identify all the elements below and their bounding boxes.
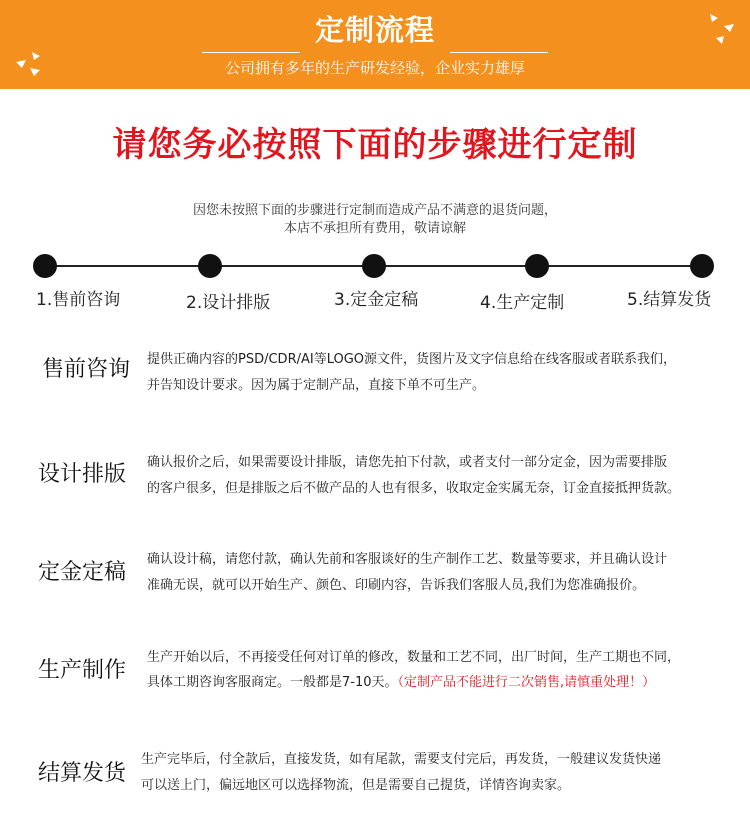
notice-line-1: 因您未按照下面的步骤进行定制而造成产品不满意的退货问题， [192,203,557,218]
step-settlement-line-2: 可以送上门，偏远地区可以选择物流，但是需要自己提货，详情咨询卖家。 [141,778,571,793]
step-deposit-line-2: 准确无误，就可以开始生产、颜色、印刷内容，告诉我们客服人员,我们为您准确报价。 [147,578,646,593]
timeline-dot-3 [362,254,386,278]
step-design-line-1: 确认报价之后，如果需要设计排版，请您先拍下付款，或者支付一部分定金，因为需要排版 [147,455,668,470]
step-design-line-2: 的客户很多，但是排版之后不做产品的人也有很多，收取定金实属无奈，订金直接抵押货款。 [147,481,681,496]
timeline-dot-2 [198,254,222,278]
step-title-production: 生产制作 [38,658,127,683]
spark-decoration-left-icon [14,48,46,78]
main-title: 请您务必按照下面的步骤进行定制 [112,125,638,165]
header-banner [0,0,750,89]
step-title-settlement: 结算发货 [38,761,127,786]
step-title-design: 设计排版 [38,462,127,487]
timeline-label-5: 5.结算发货 [627,290,712,310]
step-production-line-2 [147,671,655,690]
notice-line-2: 本店不承担所有费用，敬请谅解 [283,221,466,236]
step-presales-line-2: 并告知设计要求。因为属于定制产品，直接下单不可生产。 [147,378,486,393]
step-settlement-line-1: 生产完毕后，付全款后，直接发货，如有尾款，需要支付完后，再发货，一般建议发货快递 [141,752,662,767]
timeline-label-2: 2.设计排版 [186,293,271,313]
spark-decoration-right-icon [706,10,738,50]
step-deposit-line-1: 确认设计稿，请您付款，确认先前和客服谈好的生产制作工艺、数量等要求，并且确认设计 [147,552,668,567]
process-timeline [0,250,750,313]
timeline-dot-5 [690,254,714,278]
step-title-deposit: 定金定稿 [38,560,127,585]
timeline-dot-4 [525,254,549,278]
header-divider-left [202,52,300,53]
header-subtitle: 公司拥有多年的生产研发经验，企业实力雄厚 [224,59,525,77]
header-divider-right [450,52,548,53]
header-title: 定制流程 [314,13,435,47]
step-title-presales: 售前咨询 [42,357,131,382]
production-warning: （定制产品不能进行二次销售,请慎重处理！） [397,675,656,690]
timeline-dot-1 [33,254,57,278]
step-production-line-2-text: 具体工期咨询客服商定。一般都是7-10天。 [147,675,398,690]
step-production-line-1: 生产开始以后，不再接受任何对订单的修改，数量和工艺不同，出厂时间，生产工期也不同， [147,650,681,665]
timeline-label-4: 4.生产定制 [480,293,565,313]
timeline-label-1: 1.售前咨询 [36,290,121,310]
timeline-label-3: 3.定金定稿 [334,290,419,310]
step-presales-line-1: 提供正确内容的PSD/CDR/AI等LOGO源文件，货图片及文字信息给在线客服或者联系我们， [147,352,677,367]
